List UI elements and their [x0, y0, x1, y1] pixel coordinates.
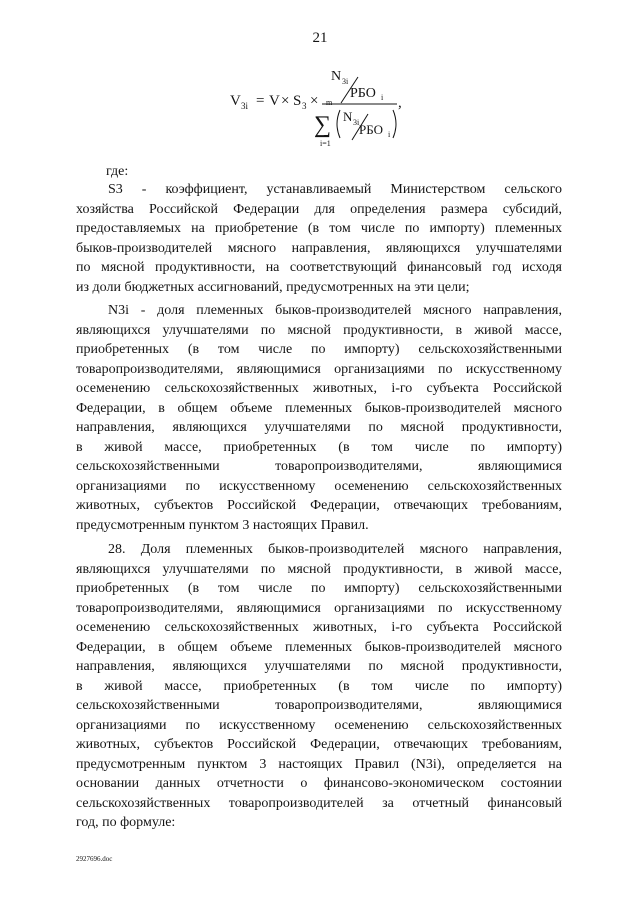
text-line: Федерации, в общем объеме племенных быков-производителей мясного [76, 639, 562, 655]
text-line: в живой массе, приобретенных (в том числе по импорту) [76, 678, 562, 694]
formula-s-sub: 3 [302, 101, 307, 111]
formula-sum-sign: ∑ [314, 112, 332, 138]
text-line: в живой массе, приобретенных (в том числе по импорту) [76, 439, 562, 455]
text-line: товаропроизводителями, являющимися организациями по искусственному [76, 600, 562, 616]
formula-v: V [269, 93, 280, 109]
formula-times-1: × [281, 93, 290, 109]
text-line: являющихся улучшателями по мясной продуктивности, в живой массе, [76, 322, 562, 338]
text-line: сельскохозяйственных товаропроизводителей за отчетный финансовый [76, 795, 562, 811]
subsidy-formula [0, 0, 640, 160]
formula-den-n: N [343, 109, 353, 124]
text-line: сельскохозяйственными товаропроизводителями, являющимися [76, 698, 562, 713]
text-line: быков-производителей мясного направления, являющихся улучшателями [76, 240, 562, 256]
where-label: где: [106, 164, 129, 179]
text-line: хозяйства Российской Федерации для определения размера субсидий, [76, 201, 562, 217]
formula-num-rbo: РБО [350, 86, 376, 101]
page-number: 21 [312, 30, 328, 46]
file-footer: 2927696.doc [76, 855, 113, 863]
text-line: основании данных отчетности о финансово-экономическом состоянии [76, 776, 562, 791]
text-line: организациями по искусственному осеменению сельскохозяйственных [76, 717, 562, 733]
text-line: по мясной продуктивности, на соответствующий финансовый год исходя [76, 260, 562, 275]
formula-sum-bottom: i=1 [320, 139, 331, 148]
paragraph-s3 [76, 180, 562, 297]
formula-comma: , [398, 95, 402, 111]
text-line: приобретенных (в том числе по импорту) сельскохозяйственными [76, 581, 562, 596]
text-line: осеменению сельскохозяйственных животных, i-го субъекта Российской [76, 381, 562, 396]
text-line: направления, являющихся улучшателями по мясной продуктивности, [76, 659, 562, 674]
formula-graphic [0, 0, 640, 160]
paragraph-n3i [76, 301, 562, 535]
formula-equals: = [256, 93, 265, 109]
text-line: N3i - доля племенных быков-производителей мясного направления, [108, 303, 562, 318]
text-line: организациями по искусственному осеменению сельскохозяйственных [76, 478, 562, 494]
text-line: приобретенных (в том числе по импорту) сельскохозяйственными [76, 342, 562, 357]
text-line: S3 - коэффициент, устанавливаемый Министерством сельского [108, 182, 562, 197]
text-line: являющихся улучшателями по мясной продуктивности, в живой массе, [76, 561, 562, 577]
text-line: направления, являющихся улучшателями по мясной продуктивности, [76, 420, 562, 435]
text-line: предусмотренным пунктом 3 настоящих Правил (N3i), определяется на [76, 756, 562, 772]
text-line: предусмотренным пунктом 3 настоящих Правил. [76, 517, 369, 533]
text-line: осеменению сельскохозяйственных животных, i-го субъекта Российской [76, 620, 562, 635]
text-line: животных, субъектов Российской Федерации, отвечающих требованиям, [76, 498, 562, 513]
text-line: предоставляемых на приобретение (в том числе по импорту) племенных [76, 221, 562, 236]
text-line: 28. Доля племенных быков-производителей мясного направления, [108, 542, 562, 557]
text-line: сельскохозяйственными товаропроизводителями, являющимися [76, 459, 562, 474]
formula-paren-right [393, 110, 396, 138]
formula-den-rbo: РБО [359, 122, 383, 137]
paragraph-28 [76, 540, 562, 833]
formula-num-n: N [331, 69, 342, 84]
formula-num-n-sub: 3i [342, 77, 349, 86]
formula-num-rbo-sub: i [381, 93, 384, 102]
text-line: год, по формуле: [76, 815, 176, 830]
formula-den-n-sub: 3i [353, 118, 360, 127]
formula-lhs: V [230, 93, 241, 109]
text-line: животных, субъектов Российской Федерации, отвечающих требованиям, [76, 737, 562, 752]
formula-lhs-sub: 3i [241, 101, 249, 111]
formula-sum-top: m [326, 98, 333, 107]
formula-times-2: × [310, 93, 319, 109]
text-line: товаропроизводителями, являющимися организациями по искусственному [76, 361, 562, 377]
text-line: Федерации, в общем объеме племенных быков-производителей мясного [76, 400, 562, 416]
formula-paren-left [337, 110, 340, 138]
formula-s: S [293, 93, 302, 109]
formula-den-rbo-sub: i [388, 130, 391, 139]
text-line: из доли бюджетных ассигнований, предусмотренных на эти цели; [76, 279, 470, 295]
